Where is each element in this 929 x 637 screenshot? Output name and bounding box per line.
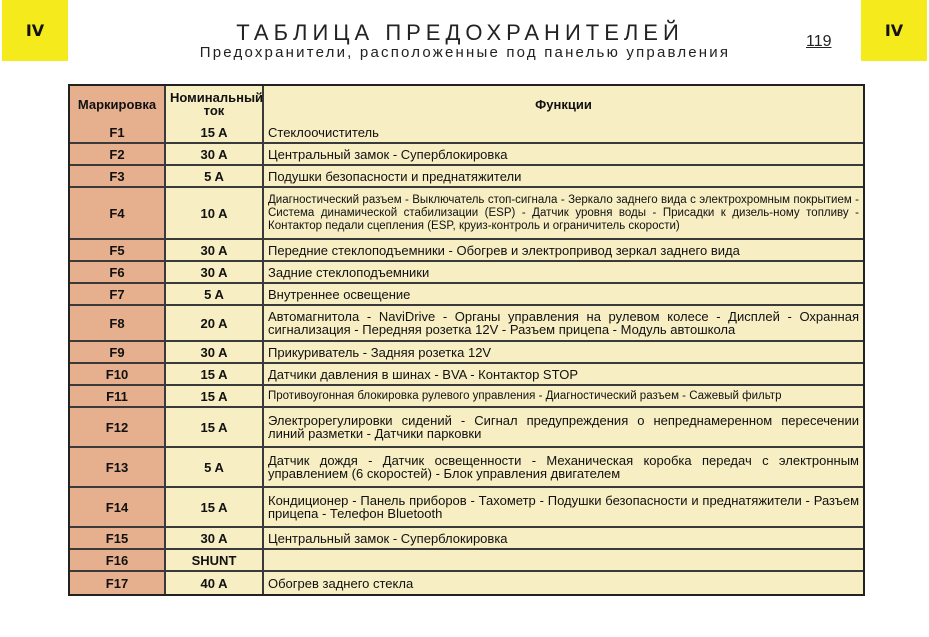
- fuse-mark: F7: [70, 284, 166, 306]
- table-row: [70, 448, 863, 488]
- table-row: [70, 144, 863, 166]
- fuse-current: 40 A: [166, 572, 264, 594]
- page-number: 119: [806, 33, 832, 50]
- fuse-current: 20 A: [166, 306, 264, 342]
- fuse-function: Центральный замок - Суперблокировка: [264, 528, 863, 550]
- fuse-mark: F13: [70, 448, 166, 488]
- table-row: [70, 166, 863, 188]
- fuse-mark: F2: [70, 144, 166, 166]
- fuse-current: 30 A: [166, 528, 264, 550]
- fuse-mark: F16: [70, 550, 166, 572]
- fuse-current: 15 A: [166, 488, 264, 528]
- fuse-current: 5 A: [166, 284, 264, 306]
- fuse-function: Прикуриватель - Задняя розетка 12V: [264, 342, 863, 364]
- fuse-mark: F3: [70, 166, 166, 188]
- fuse-current: 30 A: [166, 262, 264, 284]
- fuse-function: Автомагнитола - NaviDrive - Органы управления на рулевом колесе - Дисплей - Охранная сигнализация - Передняя розетка 12V - Разъем прицепа - Модуль автошкола: [264, 306, 863, 342]
- fuse-current: 15 A: [166, 386, 264, 408]
- header-row: [70, 86, 863, 122]
- fuse-mark: F4: [70, 188, 166, 240]
- fuse-mark: F6: [70, 262, 166, 284]
- fuse-function: Диагностический разъем - Выключатель стоп-сигнала - Зеркало заднего вида с электрохромным покрытием - Система динамической стабилизации (ESP) - Датчик уровня воды - Присадки к дизель-ному топливу - Контактор педали сцепления (ESP, круиз-контроль и ограничитель скорости): [264, 188, 863, 240]
- table-row: [70, 122, 863, 144]
- table-row: [70, 550, 863, 572]
- table-row: [70, 306, 863, 342]
- table-row: [70, 284, 863, 306]
- table-row: [70, 342, 863, 364]
- fuse-current: 15 A: [166, 364, 264, 386]
- fuse-function: Подушки безопасности и преднатяжители: [264, 166, 863, 188]
- table-row: [70, 572, 863, 594]
- table-row: [70, 240, 863, 262]
- fuse-function: Датчики давления в шинах - BVA - Контактор STOP: [264, 364, 863, 386]
- fuse-current: 15 A: [166, 122, 264, 144]
- fuse-mark: F12: [70, 408, 166, 448]
- fuse-mark: F1: [70, 122, 166, 144]
- fuse-current: 30 A: [166, 240, 264, 262]
- fuse-current: SHUNT: [166, 550, 264, 572]
- fuse-current: 15 A: [166, 408, 264, 448]
- fuse-mark: F5: [70, 240, 166, 262]
- section-tab-left: IV: [2, 0, 68, 61]
- fuse-mark: F10: [70, 364, 166, 386]
- fuse-current: 10 A: [166, 188, 264, 240]
- fuse-table: [68, 84, 865, 596]
- fuse-function: Передние стеклоподъемники - Обогрев и электропривод зеркал заднего вида: [264, 240, 863, 262]
- page-subtitle: Предохранители, расположенные под панелью управления: [199, 44, 731, 61]
- table-row: [70, 262, 863, 284]
- fuse-function: Внутреннее освещение: [264, 284, 863, 306]
- table-row: [70, 364, 863, 386]
- fuse-mark: F11: [70, 386, 166, 408]
- fuse-function: [264, 550, 863, 572]
- fuse-mark: F14: [70, 488, 166, 528]
- table-row: [70, 408, 863, 448]
- fuse-function: Электрорегулировки сидений - Сигнал предупреждения о непреднамеренном пересечении линий разметки - Датчики парковки: [264, 408, 863, 448]
- fuse-function: Кондиционер - Панель приборов - Тахометр - Подушки безопасности и преднатяжители - Разъем прицепа - Телефон Bluetooth: [264, 488, 863, 528]
- fuse-function: Центральный замок - Суперблокировка: [264, 144, 863, 166]
- table-row: [70, 488, 863, 528]
- table-row: [70, 188, 863, 240]
- fuse-function: Обогрев заднего стекла: [264, 572, 863, 594]
- fuse-mark: F8: [70, 306, 166, 342]
- fuse-current: 5 A: [166, 448, 264, 488]
- fuse-current: 5 A: [166, 166, 264, 188]
- fuse-current: 30 A: [166, 144, 264, 166]
- column-header-marking: Маркировка: [70, 86, 166, 122]
- column-header-functions: Функции: [264, 86, 863, 122]
- fuse-current: 30 A: [166, 342, 264, 364]
- column-header-current: Номинальный ток: [166, 86, 264, 122]
- fuse-function: Задние стеклоподъемники: [264, 262, 863, 284]
- page-title: ТАБЛИЦА ПРЕДОХРАНИТЕЛЕЙ: [236, 20, 684, 45]
- fuse-mark: F9: [70, 342, 166, 364]
- fuse-function: Стеклоочиститель: [264, 122, 863, 144]
- fuse-mark: F17: [70, 572, 166, 594]
- section-tab-right: IV: [861, 0, 927, 61]
- fuse-mark: F15: [70, 528, 166, 550]
- fuse-function: Датчик дождя - Датчик освещенности - Механическая коробка передач с электронным управлением (6 скоростей) - Блок управления двигателем: [264, 448, 863, 488]
- fuse-function: Противоугонная блокировка рулевого управления - Диагностический разъем - Сажевый фильтр: [264, 386, 863, 408]
- table-row: [70, 386, 863, 408]
- table-row: [70, 528, 863, 550]
